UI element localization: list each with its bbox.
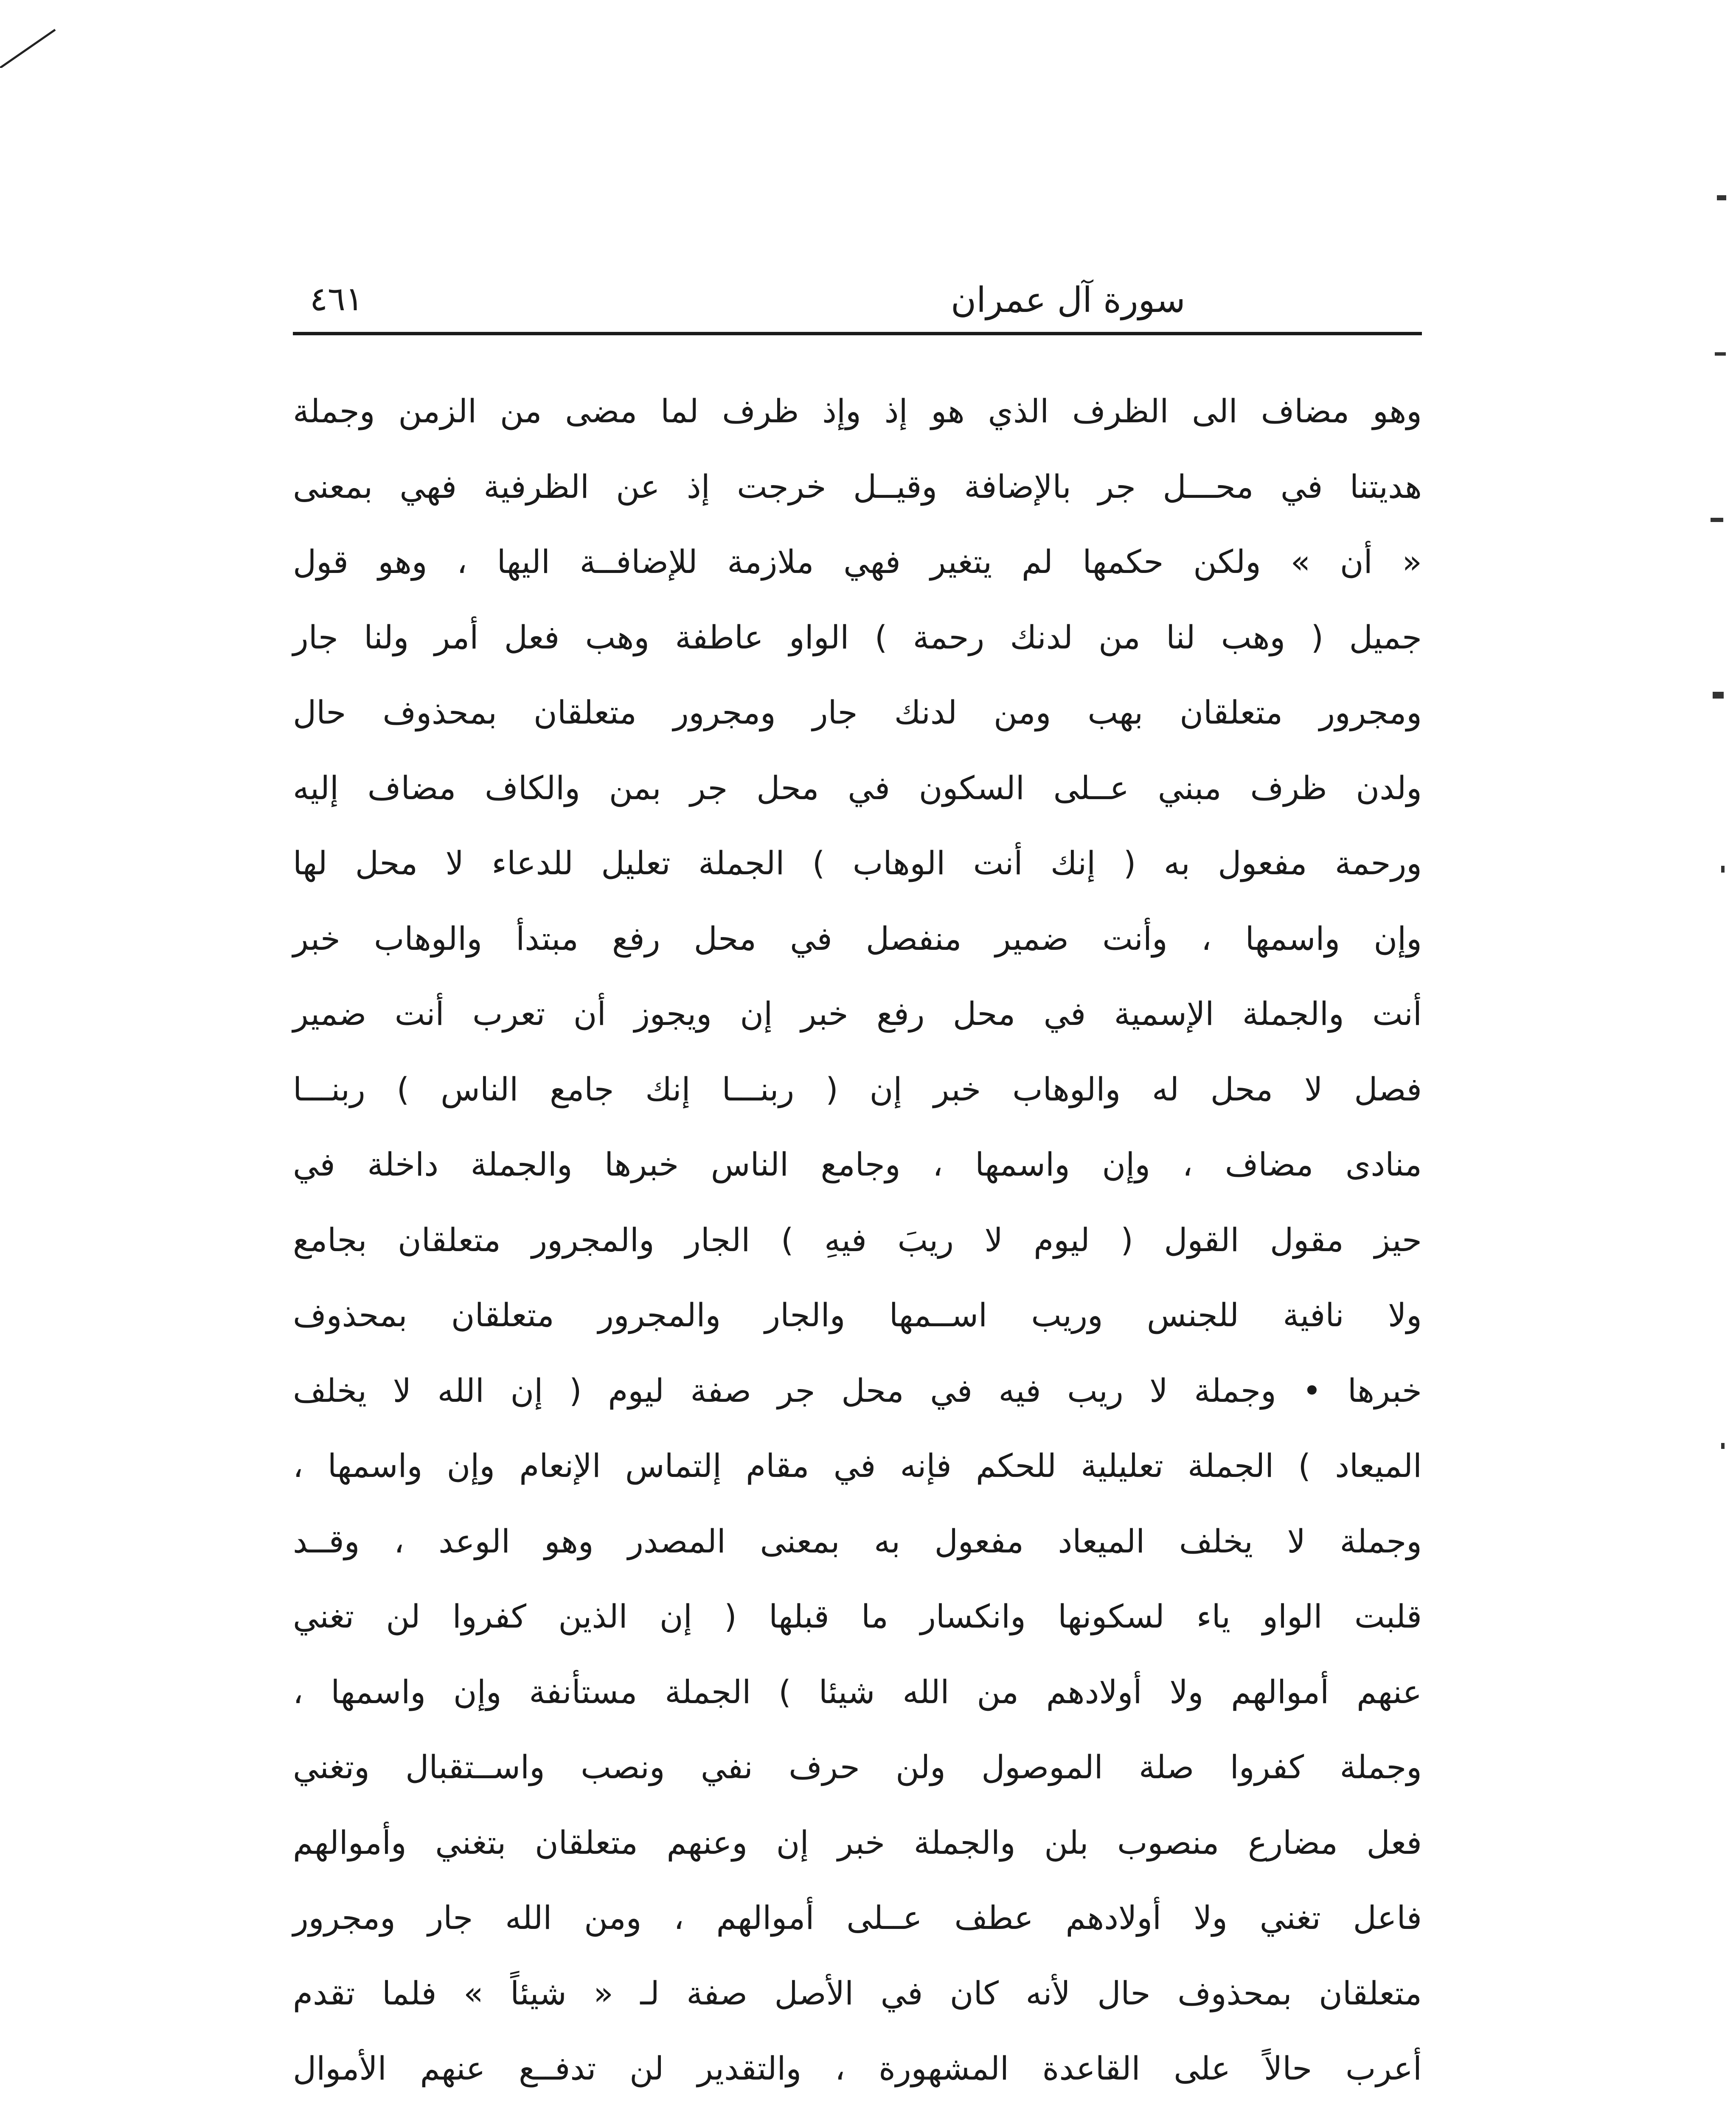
edge-speck: [1717, 195, 1726, 200]
text-line: حيز مقول القول ( ليوم لا ريبَ فيهِ ) الجار والمجرور متعلقان بجامع: [293, 1221, 1422, 1259]
text-line: ولا نافية للجنس وريب اســمها والجار والمجرور متعلقان بمحذوف: [293, 1296, 1422, 1334]
text-line: « أن » ولكن حكمها لم يتغير فهي ملازمة للإضافــة اليها ، وهو قول: [293, 543, 1422, 581]
text-line: ورحمة مفعول به ( إنك أنت الوهاب ) الجملة تعليل للدعاء لا محل لها: [293, 844, 1422, 882]
text-line: هديتنا في محـــل جر بالإضافة وقيــل خرجت إذ عن الظرفية فهي بمعنى: [293, 467, 1422, 505]
edge-speck: [1715, 352, 1726, 356]
text-line: ولدن ظرف مبني عــلى السكون في محل جر بمن والكاف مضاف إليه: [293, 769, 1422, 807]
header-rule: [293, 332, 1422, 335]
text-line: فاعل تغني ولا أولادهم عطف عــلى أموالهم ، ومن الله جار ومجرور: [293, 1899, 1422, 1937]
text-line: ومجرور متعلقان بهب ومن لدنك جار ومجرور متعلقان بمحذوف حال: [293, 693, 1422, 731]
text-line: قلبت الواو ياء لسكونها وانكسار ما قبلها ( إن الذين كفروا لن تغني: [293, 1597, 1422, 1635]
scan-stroke-mark: [0, 0, 64, 68]
text-line: وجملة كفروا صلة الموصول ولن حرف نفي ونصب واســتقبال وتغني: [293, 1748, 1422, 1786]
page-number: ٤٦١: [310, 280, 363, 318]
text-line: جميل ( وهب لنا من لدنك رحمة ) الواو عاطفة وهب فعل أمر ولنا جار: [293, 618, 1422, 656]
text-line: أنت والجملة الإسمية في محل رفع خبر إن ويجوز أن تعرب أنت ضمير: [293, 995, 1422, 1033]
page-header: [293, 263, 1422, 335]
edge-speck: [1713, 692, 1724, 699]
text-line: منادى مضاف ، وإن واسمها ، وجامع الناس خبرها والجملة داخلة في: [293, 1145, 1422, 1183]
edge-speck: [1711, 518, 1723, 522]
text-line: فعل مضارع منصوب بلن والجملة خبر إن وعنهم متعلقان بتغني وأموالهم: [293, 1823, 1422, 1861]
edge-speck: [1721, 1443, 1725, 1449]
body-text: [293, 373, 1422, 2106]
surah-title: سورة آل عمران: [951, 280, 1185, 320]
text-line: متعلقان بمحذوف حال لأنه كان في الأصل صفة لـ « شيئاً » فلما تقدم: [293, 1974, 1422, 2012]
text-line: الميعاد ) الجملة تعليلية للحكم فإنه في مقام إلتماس الإنعام وإن واسمها ،: [293, 1447, 1422, 1485]
text-line: فصل لا محل له والوهاب خبر إن ( ربنـــا إنك جامع الناس ) ربنـــا: [293, 1070, 1422, 1108]
text-line: خبرها • وجملة لا ريب فيه في محل جر صفة ليوم ( إن الله لا يخلف: [293, 1371, 1422, 1409]
text-line: وهو مضاف الى الظرف الذي هو إذ وإذ ظرف لما مضى من الزمن وجملة: [293, 392, 1422, 430]
text-line: وإن واسمها ، وأنت ضمير منفصل في محل رفع مبتدأ والوهاب خبر: [293, 919, 1422, 957]
text-line: وجملة لا يخلف الميعاد مفعول به بمعنى المصدر وهو الوعد ، وقــد: [293, 1522, 1422, 1560]
text-line: عنهم أموالهم ولا أولادهم من الله شيئا ) الجملة مستأنفة وإن واسمها ،: [293, 1673, 1422, 1711]
edge-speck: [1721, 866, 1725, 873]
text-line: أعرب حالاً على القاعدة المشهورة ، والتقدير لن تدفــع عنهم الأموال: [293, 2049, 1422, 2087]
